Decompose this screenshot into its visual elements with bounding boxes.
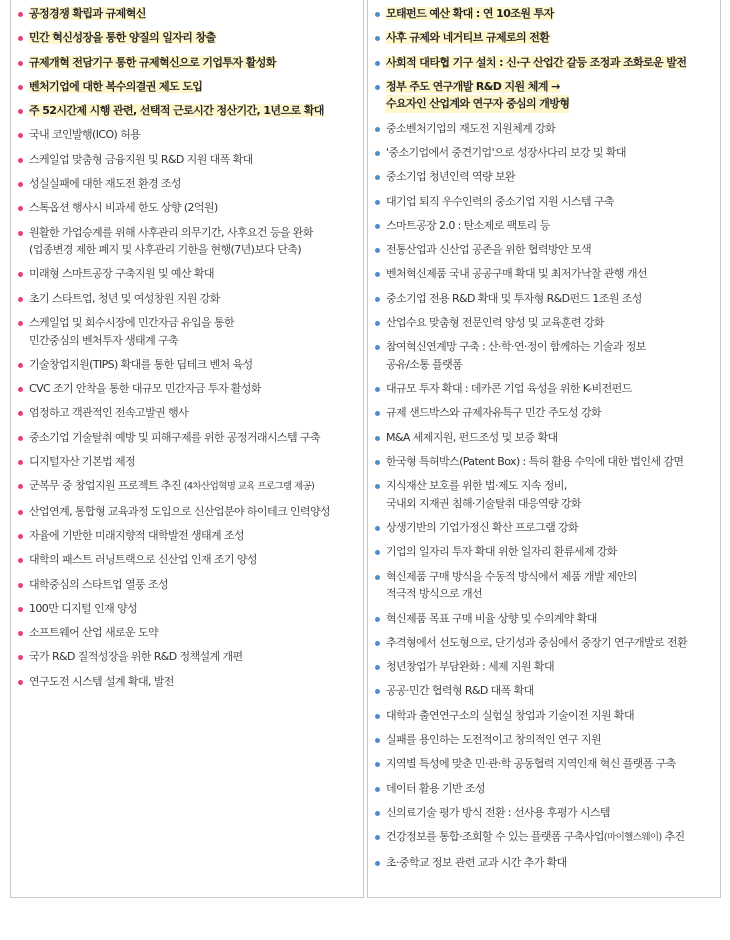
bullet-dot-icon [375,248,380,253]
item-text: 대학중심의 스타트업 열풍 조성 [29,577,169,591]
list-item [11,175,363,193]
item-text: 벤처기업에 대한 복수의결권 제도 도입 [29,79,203,93]
list-item [368,241,720,259]
item-text: 중소기업 기술탈취 예방 및 피해구제를 위한 공정거래시스템 구축 [29,430,320,444]
item-text: 산업연계, 통합형 교육과정 도입으로 신산업분야 하이테크 인력양성 [29,504,331,518]
bullet-dot-icon [375,411,380,416]
item-text: 기술창업지원(TIPS) 확대를 통한 딥테크 벤처 육성 [29,357,253,371]
item-text: 소프트웨어 산업 새로운 도약 [29,626,159,640]
bullet-dot-icon [375,151,380,156]
list-item [368,78,720,113]
item-text: 공공·민간 협력형 R&D 대폭 확대 [386,684,534,698]
bullet-dot-icon [375,387,380,392]
bullet-dot-icon [18,297,23,302]
item-text: 대학의 패스트 러닝트랙으로 신산업 인재 조기 양성 [29,553,257,567]
item-text: 데이터 활용 기반 조성 [386,781,485,795]
list-item [11,102,363,120]
right-pledge-list [368,0,720,871]
list-item [11,453,363,471]
bullet-dot-icon [18,631,23,636]
list-item [11,290,363,308]
list-item [368,120,720,138]
bullet-dot-icon [18,680,23,685]
item-text: 원활한 가업승계를 위해 사후관리 의무기간, 사후요건 등을 완화 [29,225,313,239]
item-text: 벤처혁신제품 국내 공공구매 확대 및 최저가낙찰 관행 개선 [386,267,647,281]
list-item [11,151,363,169]
bullet-dot-icon [375,811,380,816]
item-text: 국내 코인발행(ICO) 허용 [29,128,141,142]
list-item [368,682,720,700]
bullet-dot-icon [375,36,380,41]
bullet-dot-icon [18,182,23,187]
bullet-dot-icon [375,224,380,229]
item-text: 미래형 스마트공장 구축지원 및 예산 확대 [29,267,214,281]
item-text: 지역별 특성에 맞춘 민·관·학 공동협력 지역인재 혁신 플랫폼 구축 [386,757,676,771]
bullet-dot-icon [18,534,23,539]
bullet-dot-icon [375,689,380,694]
bullet-dot-icon [375,272,380,277]
item-text-line2: (업종변경 제한 폐지 및 사후관리 기한을 현행(7년)보다 단축) [29,243,302,257]
list-item [11,551,363,569]
item-text-line2: 수요자인 산업계와 연구자 중심의 개방형 [386,95,569,113]
list-item [11,624,363,642]
item-text: 건강정보를 통합·조회할 수 있는 플랫폼 구축사업 [386,830,604,844]
item-text: 사회적 대타협 기구 설치 : 신·구 산업간 갈등 조정과 조화로운 발전 [386,55,687,69]
list-item [368,568,720,603]
bullet-dot-icon [18,510,23,515]
list-item [11,5,363,23]
bullet-dot-icon [18,387,23,392]
bullet-dot-icon [375,460,380,465]
item-note: (4차산업혁명 교육 프로그램 제공) [183,481,315,493]
list-item [368,854,720,872]
item-text: '중소기업에서 중견기업'으로 성장사다리 보강 및 확대 [386,145,626,159]
item-text: 신의료기술 평가 방식 전환 : 선사용 후평가 시스템 [386,805,610,819]
list-item [11,673,363,691]
item-text: 100만 디지털 인재 양성 [29,601,138,615]
list-item [368,755,720,773]
list-item [11,503,363,521]
item-text: 규제개혁 전담기구 통한 규제혁신으로 기업투자 활성화 [29,55,276,69]
item-text: 한국형 특허박스(Patent Box) : 특허 활용 수익에 대한 법인세 감면 [386,455,684,469]
bullet-dot-icon [18,61,23,66]
bullet-dot-icon [375,861,380,866]
item-text: 중소기업 전용 R&D 확대 및 투자형 R&D펀드 1조원 조성 [386,291,642,305]
bullet-dot-icon [18,558,23,563]
bullet-dot-icon [375,617,380,622]
list-item [11,314,363,349]
bullet-dot-icon [18,206,23,211]
list-item [368,731,720,749]
bullet-dot-icon [18,12,23,17]
list-item [11,477,363,496]
item-text: 대학과 출연연구소의 실험실 창업과 기술이전 지원 확대 [386,708,634,722]
bullet-dot-icon [18,272,23,277]
list-item [368,429,720,447]
bullet-dot-icon [375,85,380,90]
item-text: 전통산업과 신산업 공존을 위한 협력방안 모색 [386,243,591,257]
list-item [368,828,720,847]
bullet-dot-icon [375,787,380,792]
item-text: 혁신제품 목표 구매 비율 상향 및 수의계약 확대 [386,611,597,625]
item-text: 주 52시간제 시행 관련, 선택적 근로시간 정산기간, 1년으로 확대 [29,104,324,118]
bullet-dot-icon [18,109,23,114]
list-item [11,527,363,545]
bullet-dot-icon [18,36,23,41]
bullet-dot-icon [375,436,380,441]
item-text: 군복무 중 창업지원 프로젝트 추진 [29,479,184,493]
item-text: 초·중학교 정보 관련 교과 시간 추가 확대 [386,855,567,869]
item-text: 연구도전 시스템 설계 확대, 발전 [29,674,174,688]
bullet-dot-icon [18,363,23,368]
list-item [368,519,720,537]
list-item [11,224,363,259]
item-text: M&A 세제지원, 펀드조성 및 보증 확대 [386,430,558,444]
item-text-line2: 공유/소통 플랫폼 [386,357,463,371]
item-text: 대기업 퇴직 우수인력의 중소기업 지원 시스템 구축 [386,194,614,208]
right-column [367,0,721,898]
item-text: 대규모 투자 확대 : 데카콘 기업 육성을 위한 K-비전펀드 [386,382,632,396]
bullet-dot-icon [375,762,380,767]
item-text: 중소기업 청년인력 역량 보완 [386,170,516,184]
bullet-dot-icon [375,200,380,205]
item-text: 성실실패에 대한 재도전 환경 조성 [29,177,181,191]
bullet-dot-icon [375,835,380,840]
list-item [368,217,720,235]
item-text: 규제 샌드박스와 규제자유특구 민간 주도성 강화 [386,406,602,420]
list-item [368,477,720,512]
list-item [11,429,363,447]
item-text-line2: 적극적 방식으로 개선 [386,587,483,601]
list-item [368,54,720,72]
bullet-dot-icon [18,460,23,465]
left-column [10,0,364,898]
list-item [368,29,720,47]
list-item [368,193,720,211]
list-item [368,610,720,628]
bullet-dot-icon [375,714,380,719]
bullet-dot-icon [18,436,23,441]
bullet-dot-icon [18,158,23,163]
item-text: CVC 조기 안착을 통한 대규모 민간자금 투자 활성화 [29,382,261,396]
item-text: 자율에 기반한 미래지향적 대학발전 생태계 조성 [29,528,245,542]
item-text: 국가 R&D 질적성장을 위한 R&D 정책설계 개편 [29,650,243,664]
bullet-dot-icon [18,607,23,612]
item-text: 스톡옵션 행사시 비과세 한도 상향 (2억원) [29,201,218,215]
item-text: 스케일업 및 회수시장에 민간자금 유입을 통한 [29,316,234,330]
bullet-dot-icon [375,297,380,302]
item-text-line2: 민간중심의 벤처투자 생태계 구축 [29,333,179,347]
item-text: 스마트공장 2.0 : 탄소제로 팩토리 등 [386,218,550,232]
list-item [368,780,720,798]
item-text: 초기 스타트업, 청년 및 여성창원 지원 강화 [29,291,220,305]
item-text: 사후 규제와 네거티브 규제로의 전환 [386,31,550,45]
item-text: 혁신제품 구매 방식을 수동적 방식에서 제품 개발 제안의 [386,569,637,583]
item-text: 산업수요 맞춤형 전문인력 양성 및 교육훈련 강화 [386,316,604,330]
list-item [368,144,720,162]
bullet-dot-icon [375,175,380,180]
item-text: 민간 혁신성장을 통한 양질의 일자리 창출 [29,31,216,45]
list-item [11,199,363,217]
bullet-dot-icon [18,133,23,138]
bullet-dot-icon [375,665,380,670]
list-item [11,265,363,283]
item-text-line2: 국내외 지재권 침해·기술탈취 대응역량 강화 [386,496,581,510]
list-item [11,404,363,422]
bullet-dot-icon [375,12,380,17]
list-item [11,54,363,72]
list-item [368,290,720,308]
item-text: 중소벤처기업의 재도전 지원체계 강화 [386,121,556,135]
bullet-dot-icon [375,61,380,66]
list-item [11,78,363,96]
list-item [11,126,363,144]
item-note: (마이헬스웨이) [603,832,662,844]
bullet-dot-icon [375,526,380,531]
item-text: 실패를 용인하는 도전적이고 창의적인 연구 지원 [386,733,602,747]
item-text: 정부 주도 연구개발 R&D 지원 체계 → [386,79,560,93]
bullet-dot-icon [375,550,380,555]
list-item [368,804,720,822]
bullet-dot-icon [375,321,380,326]
bullet-dot-icon [18,583,23,588]
bullet-dot-icon [18,655,23,660]
item-text: 지식재산 보호를 위한 법·제도 지속 정비, [386,479,567,493]
list-item [368,543,720,561]
list-item [11,380,363,398]
list-item [368,5,720,23]
list-item [368,380,720,398]
bullet-dot-icon [375,575,380,580]
list-item [368,404,720,422]
list-item [368,168,720,186]
list-item [11,356,363,374]
list-item [368,338,720,373]
bullet-dot-icon [18,85,23,90]
item-text: 엄정하고 객관적인 전속고발권 행사 [29,406,189,420]
bullet-dot-icon [18,484,23,489]
list-item [11,576,363,594]
bullet-dot-icon [18,231,23,236]
bullet-dot-icon [375,127,380,132]
item-text: 모태펀드 예산 확대 : 연 10조원 투자 [386,7,554,20]
item-text-tail: 추진 [661,830,685,844]
bullet-dot-icon [375,484,380,489]
list-item [11,600,363,618]
bullet-dot-icon [375,345,380,350]
list-item [368,634,720,652]
list-item [368,453,720,471]
left-pledge-list [11,0,363,690]
item-text: 공정경쟁 확립과 규제혁신 [29,7,146,20]
item-text: 추격형에서 선도형으로, 단기성과 중심에서 중장기 연구개발로 전환 [386,635,688,649]
item-text: 디지털자산 기본법 제정 [29,455,136,469]
bullet-dot-icon [375,738,380,743]
bullet-dot-icon [375,641,380,646]
item-text: 참여혁신연계망 구축 : 산·학·연·정이 함께하는 기술과 정보 [386,340,646,354]
list-item [368,658,720,676]
item-text: 기업의 일자리 투자 확대 위한 일자리 환류세제 강화 [386,545,617,559]
list-item [368,707,720,725]
list-item [368,314,720,332]
bullet-dot-icon [18,411,23,416]
item-text: 상생기반의 기업가정신 확산 프로그램 강화 [386,521,579,535]
item-text: 청년창업가 부담완화 : 세제 지원 확대 [386,660,554,674]
list-item [368,265,720,283]
item-text: 스케일업 맞춤형 금융지원 및 R&D 지원 대폭 확대 [29,152,253,166]
list-item [11,29,363,47]
list-item [11,648,363,666]
bullet-dot-icon [18,321,23,326]
